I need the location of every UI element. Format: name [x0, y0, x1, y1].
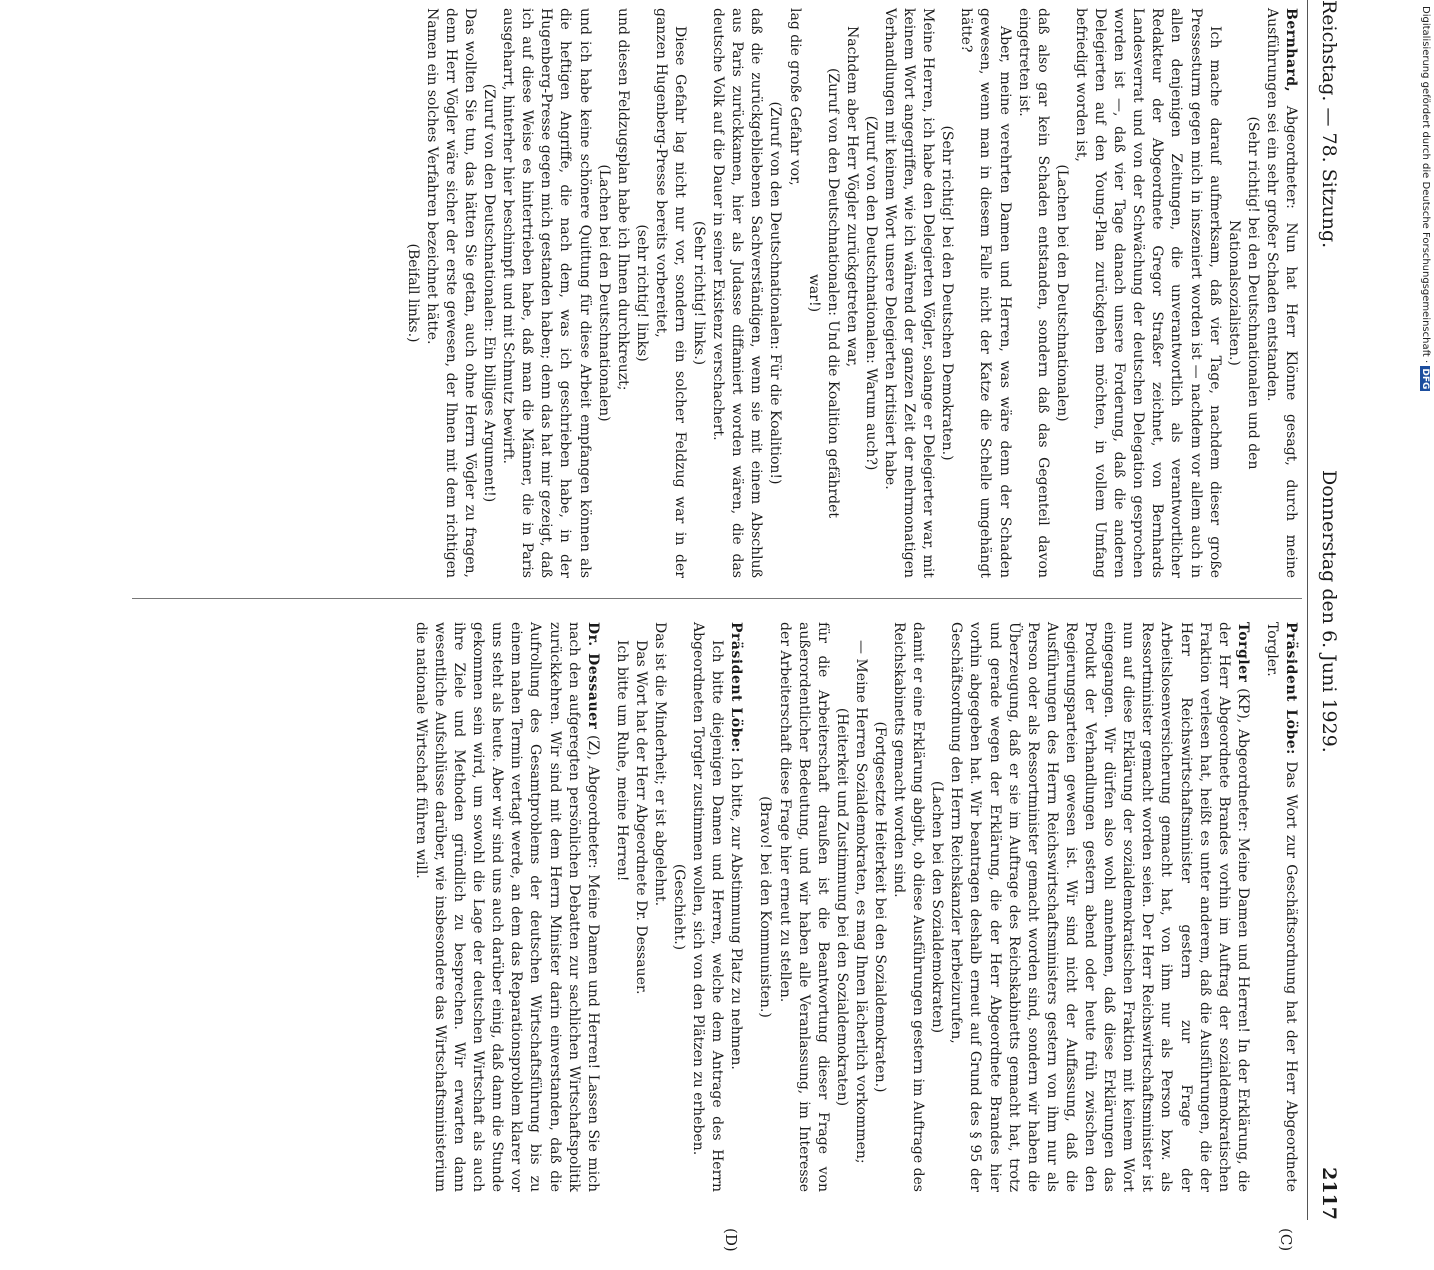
interjection: (Fortgesetzte Heiterkeit bei den Sozialdemokraten.)	[872, 721, 889, 1093]
paragraph: und ich habe keine schönere Quittung für diese Arbeit empfangen können als die heftigen Angriffe, die nach dem, was ich geschrieben habe, in der Hugenberg-Presse gegen mich gestanden haben; denn das hat mir gezeigt, daß ich auf diese Weise es hintertrieben habe, daß man die Männer, die in Paris ausgeharrt, hinterher hier beschimpft und mit Schmutz bewirft.	[500, 8, 593, 578]
interjection: (Heiterkeit und Zustimmung bei den Sozialdemokraten)	[833, 707, 850, 1107]
paragraph: Ich bitte diejenigen Damen und Herren, welche dem Antrage des Herrn Abgeordneten Torgler zustimmen wollen, sich von den Plätzen zu erheben.	[690, 622, 726, 1192]
speaker-name: Dr. Dessauer	[584, 622, 601, 730]
paragraph: Nachdem aber Herr Vögler zurückgetreten war,	[843, 26, 860, 368]
speaker-role: (KP), Abgeordneter:	[1234, 688, 1251, 832]
right-text-column	[411, 622, 1300, 1192]
interjection: (Zuruf von den Deutschnationalen: Warum auch?)	[862, 115, 879, 471]
header-session: Reichstag. — 78. Sitzung.	[1318, 0, 1340, 249]
dfg-logo: DFG	[1420, 368, 1430, 390]
speech-text: Ich bitte, zur Abstimmung Platz zu nehmen.	[728, 757, 745, 1070]
speech-paragraph	[946, 622, 1252, 1192]
speaker-role: Abgeordneter:	[1283, 105, 1299, 209]
speaker-name: Torgler	[1234, 622, 1251, 683]
paragraph: Ich mache darauf aufmerksam, daß vier Tage, nachdem dieser große Pressesturm gegen mich in inszeniert worden ist — nachdem vor allem auch in allen denjenigen Zeitungen, die unverantwortlich als verantwortlicher Redakteur der Abgeordnete Gregor Straßer zeichnet, von Bernhards Landesverrat und von der Schwächung der deutschen Delegation gesprochen worden ist —, daß vier Tage danach unsere Forderung, daß die anderen Delegierten auf den Young-Plan zurückgehen möchten, in vollem Umfang befriedigt worden ist,	[1072, 8, 1223, 578]
paragraph: daß die zurückgebliebenen Sachverständigen, wenn sie mit einem Abschluß aus Paris zurückkamen, hier als Judasse diffamiert worden wären, die das deutsche Volk auf die Dauer in seiner Existenz verschachert.	[710, 8, 765, 578]
paragraph: für die Arbeiterschaft draußen ist die Beantwortung dieser Frage von außerordentlicher Bedeutung, und wir haben alle Veranlassung, im Interesse der Arbeiterschaft diese Frage hier erneut zu stellen.	[776, 622, 831, 1192]
speech-text: Das Wort zur Geschäftsordnung hat der Herr Abgeordnete Torgler.	[1263, 622, 1299, 1193]
paragraph: lag die große Gefahr vor,	[786, 8, 803, 186]
paragraph: daß also gar kein Schaden entstanden, sondern daß das Gegenteil davon eingetreten ist.	[1015, 8, 1051, 578]
speaker-name: Präsident Löbe:	[1283, 622, 1299, 755]
interjection: (Sehr richtig! links.)	[691, 220, 708, 366]
interjection: (Bravo! bei den Kommunisten.)	[757, 796, 774, 1018]
paragraph: Ich bitte um Ruhe, meine Herren!	[613, 640, 630, 882]
interjection: (Sehr richtig! bei den Deutschen Demokraten.)	[939, 125, 956, 461]
speech-paragraph	[1262, 622, 1300, 1192]
header-date: Donnerstag den 6. Juni 1929.	[1318, 470, 1340, 753]
credit-text: Digitalisierung gefördert durch die Deutsche Forschungsgemeinschaft ·	[1420, 6, 1431, 367]
speaker-role: (Z), Abgeordneter:	[584, 734, 601, 869]
interjection: (Lachen bei den Deutschnationalen)	[1053, 164, 1070, 422]
paragraph: — Meine Herren Sozialdemokraten, es mag Ihnen lächerlich vorkommen;	[852, 640, 869, 1164]
interjection: (Lachen bei den Sozialdemokraten)	[929, 780, 946, 1034]
page-number: 2117	[1318, 1167, 1340, 1220]
paragraph: damit er eine Erklärung abgibt, ob diese Ausführungen gestern im Auftrage des Reichskabinetts gemacht worden sind.	[891, 622, 927, 1192]
speech-text: Nun hat Herr Klönne gesagt, durch meine Ausführungen sei ein sehr großer Schaden entstanden.	[1263, 8, 1299, 578]
paragraph: Meine Herren, ich habe den Delegierten Vögler, solange er Delegierter war, mit keinem Wort angegriffen, wie ich während der ganzen Zeit der mehrmonatigen Verhandlungen mit keinem Wort unsere Delegierten kritisiert habe.	[882, 8, 937, 578]
speech-text: Meine Damen und Herren! In der Erklärung, die der Herr Abgeordnete Brandes vorhin im Auftrag der sozialdemokratischen Fraktion verlesen hat, heißt es unter anderem, daß die Ausführungen, die der Herr Reichswirtschaftsminister gestern zur Frage der Arbeitslosenversicherung gemacht hat, von ihm nur als Person bzw. als Ressortminister gemacht worden seien. Der Herr Reichswirtschaftsminister ist nun auf diese Erklärung der sozialdemokratischen Fraktion mit keinem Wort eingegangen. Wir dürfen also wohl annehmen, daß diese Erklärungen das Produkt der Verhandlungen gestern abend oder heute früh zwischen den Regierungsparteien gewesen ist. Wir sind nicht der Auffassung, daß die Ausführungen des Herrn Reichswirtschaftsministers gestern von ihm nur als Person oder als Ressortminister gemacht worden sind, sondern wir haben die Überzeugung, daß er sie im Auftrage des Reichskabinetts gemacht hat, trotz und gerade wegen der Erklärung, die der Herr Abgeordnete Brandes hier vorhin abgegeben hat. Wir beantragen deshalb erneut auf Grund des § 95 der Geschäftsordnung den Herrn Reichskanzler herbeizurufen,	[948, 622, 1251, 1192]
paragraph-gap	[745, 622, 755, 1192]
column-divider	[132, 598, 1302, 599]
paragraph: Das ist die Minderheit; er ist abgelehnt.	[652, 622, 668, 907]
speech-paragraph	[726, 622, 745, 1192]
paragraph: Aber, meine verehrten Damen und Herren, was wäre denn der Schaden gewesen, wenn man in diesem Falle nicht der Katze die Schelle umgehängt hätte?	[958, 8, 1013, 578]
paragraph-gap	[602, 622, 612, 1192]
header-rule	[1307, 0, 1308, 1220]
paragraph: Das wollten Sie tun, das hätten Sie getan, auch ohne Herrn Vögler zu fragen, denn Herr Vögler wäre sicher der erste gewesen, der Ihnen mit dem richtigen Namen ein solches Verfahren bezeichnet hätte.	[423, 8, 478, 578]
margin-mark-c: (C)	[1277, 1228, 1295, 1252]
digitization-credit	[1415, 6, 1431, 996]
margin-mark-d: (D)	[722, 1228, 740, 1252]
interjection: (Zuruf von den Deutschnationalen: Für die Koalition!)	[767, 101, 784, 485]
speech-paragraph	[1262, 8, 1300, 578]
left-text-column	[403, 8, 1300, 578]
paragraph-gap	[1252, 622, 1262, 1192]
interjection: (sehr richtig! links)	[633, 224, 650, 362]
paragraph: Das Wort hat der Herr Abgeordnete Dr. Dessauer.	[632, 640, 649, 995]
speaker-name: Präsident Löbe:	[728, 622, 745, 753]
speech-text: Meine Damen und Herren! Lassen Sie mich nach den aufgeregten persönlichen Debatten zur sachlichen Wirtschaftspolitik zurückkehren. Wir sind mit dem Herrn Minister darin einverstanden, daß die Aufrollung des Gesamtproblems der deutschen Wirtschaftsführung bis zu einem nahen Termin vertagt werde, an dem das Reparationsproblem klarer vor uns steht als heute. Aber wir sind uns auch darüber einig, daß dann die Stunde gekommen sein wird, um sowohl die Lage der deutschen Wirtschaft als auch ihre Ziele und Methoden gründlich zu besprechen. Wir erwarten dann wesentliche Aufschlüsse darüber, wie insbesondere das Wirtschaftsministerium die nationale Wirtschaft führen will.	[412, 622, 601, 1193]
interjection: (Lachen bei den Deutschnationalen)	[595, 164, 612, 422]
interjection: (Zuruf von den Deutschnationalen: Und die Koalition gefährdet war!)	[805, 67, 841, 519]
interjection: (Zuruf von den Deutschnationalen: Ein billiges Argument!)	[481, 83, 498, 503]
interjection: (Beifall links.)	[404, 243, 421, 343]
speech-paragraph	[411, 622, 602, 1192]
paragraph: und diesen Feldzugsplan habe ich Ihnen durchkreuzt;	[614, 8, 631, 391]
interjection: (Sehr richtig! bei den Deutschnationalen und den Nationalsozialisten.)	[1225, 116, 1261, 470]
interjection: (Geschieht.)	[671, 863, 688, 951]
speaker-name: Bernhard,	[1283, 8, 1299, 93]
document-page	[110, 0, 1340, 1270]
paragraph: Diese Gefahr lag nicht nur vor, sondern ein solcher Feldzug war in der ganzen Hugenberg-Presse bereits vorbereitet,	[652, 8, 688, 578]
page-header	[1310, 0, 1340, 1220]
